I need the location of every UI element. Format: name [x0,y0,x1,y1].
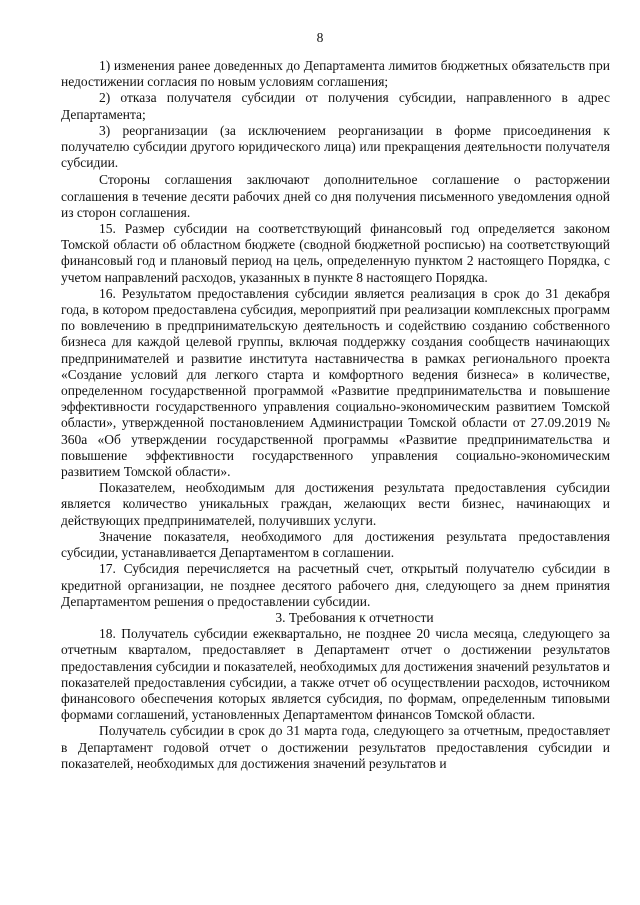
document-body [61,58,610,772]
paragraph-item-2: 2) отказа получателя субсидии от получения субсидии, направленного в адрес Департамента; [61,90,610,122]
paragraph-16: 16. Результатом предоставления субсидии является реализация в срок до 31 декабря года, в котором предоставлена субсидия, мероприятий при реализации комплексных программ по вовлечению в предпринимательскую деятельность и содействию созданию собственного бизнеса для каждой целевой группы, включая поддержку создания сообществ начинающих предпринимателей и развитие института наставничества в рамках регионального проекта «Создание условий для легкого старта и комфортного ведения бизнеса» в количестве, определенном государственной программой «Развитие предпринимательства и повышение эффективности государственного управления социально-экономическим развитием Томской области», утвержденной постановлением Администрации Томской области от 27.09.2019 № 360а «Об утверждении государственной программы «Развитие предпринимательства и повышение эффективности государственного управления социально-экономическим развитием Томской области». [61,285,610,480]
section-heading: 3. Требования к отчетности [275,609,434,625]
paragraph-indicator: Показателем, необходимым для достижения результата предоставления субсидии является количество уникальных граждан, желающих вести бизнес, начинающих и действующих предпринимателей, получивших услуги. [61,480,610,528]
paragraph-indicator-value: Значение показателя, необходимого для достижения результата предоставления субсидии, устанавливается Департаментом в соглашении. [61,528,610,561]
paragraph-17: 17. Субсидия перечисляется на расчетный счет, открытый получателю субсидии в кредитной организации, не позднее десятого рабочего дня, следующего за днем принятия Департаментом решения о предоставлении субсидии. [61,561,610,609]
paragraph-15: 15. Размер субсидии на соответствующий финансовый год определяется законом Томской области об областном бюджете (сводной бюджетной росписью) на соответствующий финансовый год и плановый период на цель, определенную пунктом 2 настоящего Порядка, с учетом направлений расходов, указанных в пункте 8 настоящего Порядка. [61,221,610,285]
paragraph-termination: Стороны соглашения заключают дополнительное соглашение о расторжении соглашения в течение десяти рабочих дней со дня получения письменного уведомления одной из сторон соглашения. [61,172,610,220]
paragraph-18: 18. Получатель субсидии ежеквартально, не позднее 20 числа месяца, следующего за отчетным кварталом, предоставляет в Департамент отчет о достижении результатов предоставления субсидии и показателей, необходимых для достижения значений результатов и показателей предоставления субсидии, а также отчет об осуществлении расходов, источником финансового обеспечения которых является субсидия, по формам, определенным типовыми формами соглашений, установленных Департаментом финансов Томской области. [61,626,610,723]
page-number: 8 [316,30,324,45]
paragraph-item-3: 3) реорганизации (за исключением реорганизации в форме присоединения к получателю субсидии другого юридического лица) или прекращения деятельности получателя субсидии. [61,122,610,171]
paragraph-item-1: 1) изменения ранее доведенных до Департамента лимитов бюджетных обязательств при недостижении согласия по новым условиям соглашения; [61,58,610,90]
paragraph-annual-report: Получатель субсидии в срок до 31 марта года, следующего за отчетным, предоставляет в Департамент годовой отчет о достижении результатов предоставления субсидии и показателей, необходимых для достижения значений результатов и [61,723,610,771]
